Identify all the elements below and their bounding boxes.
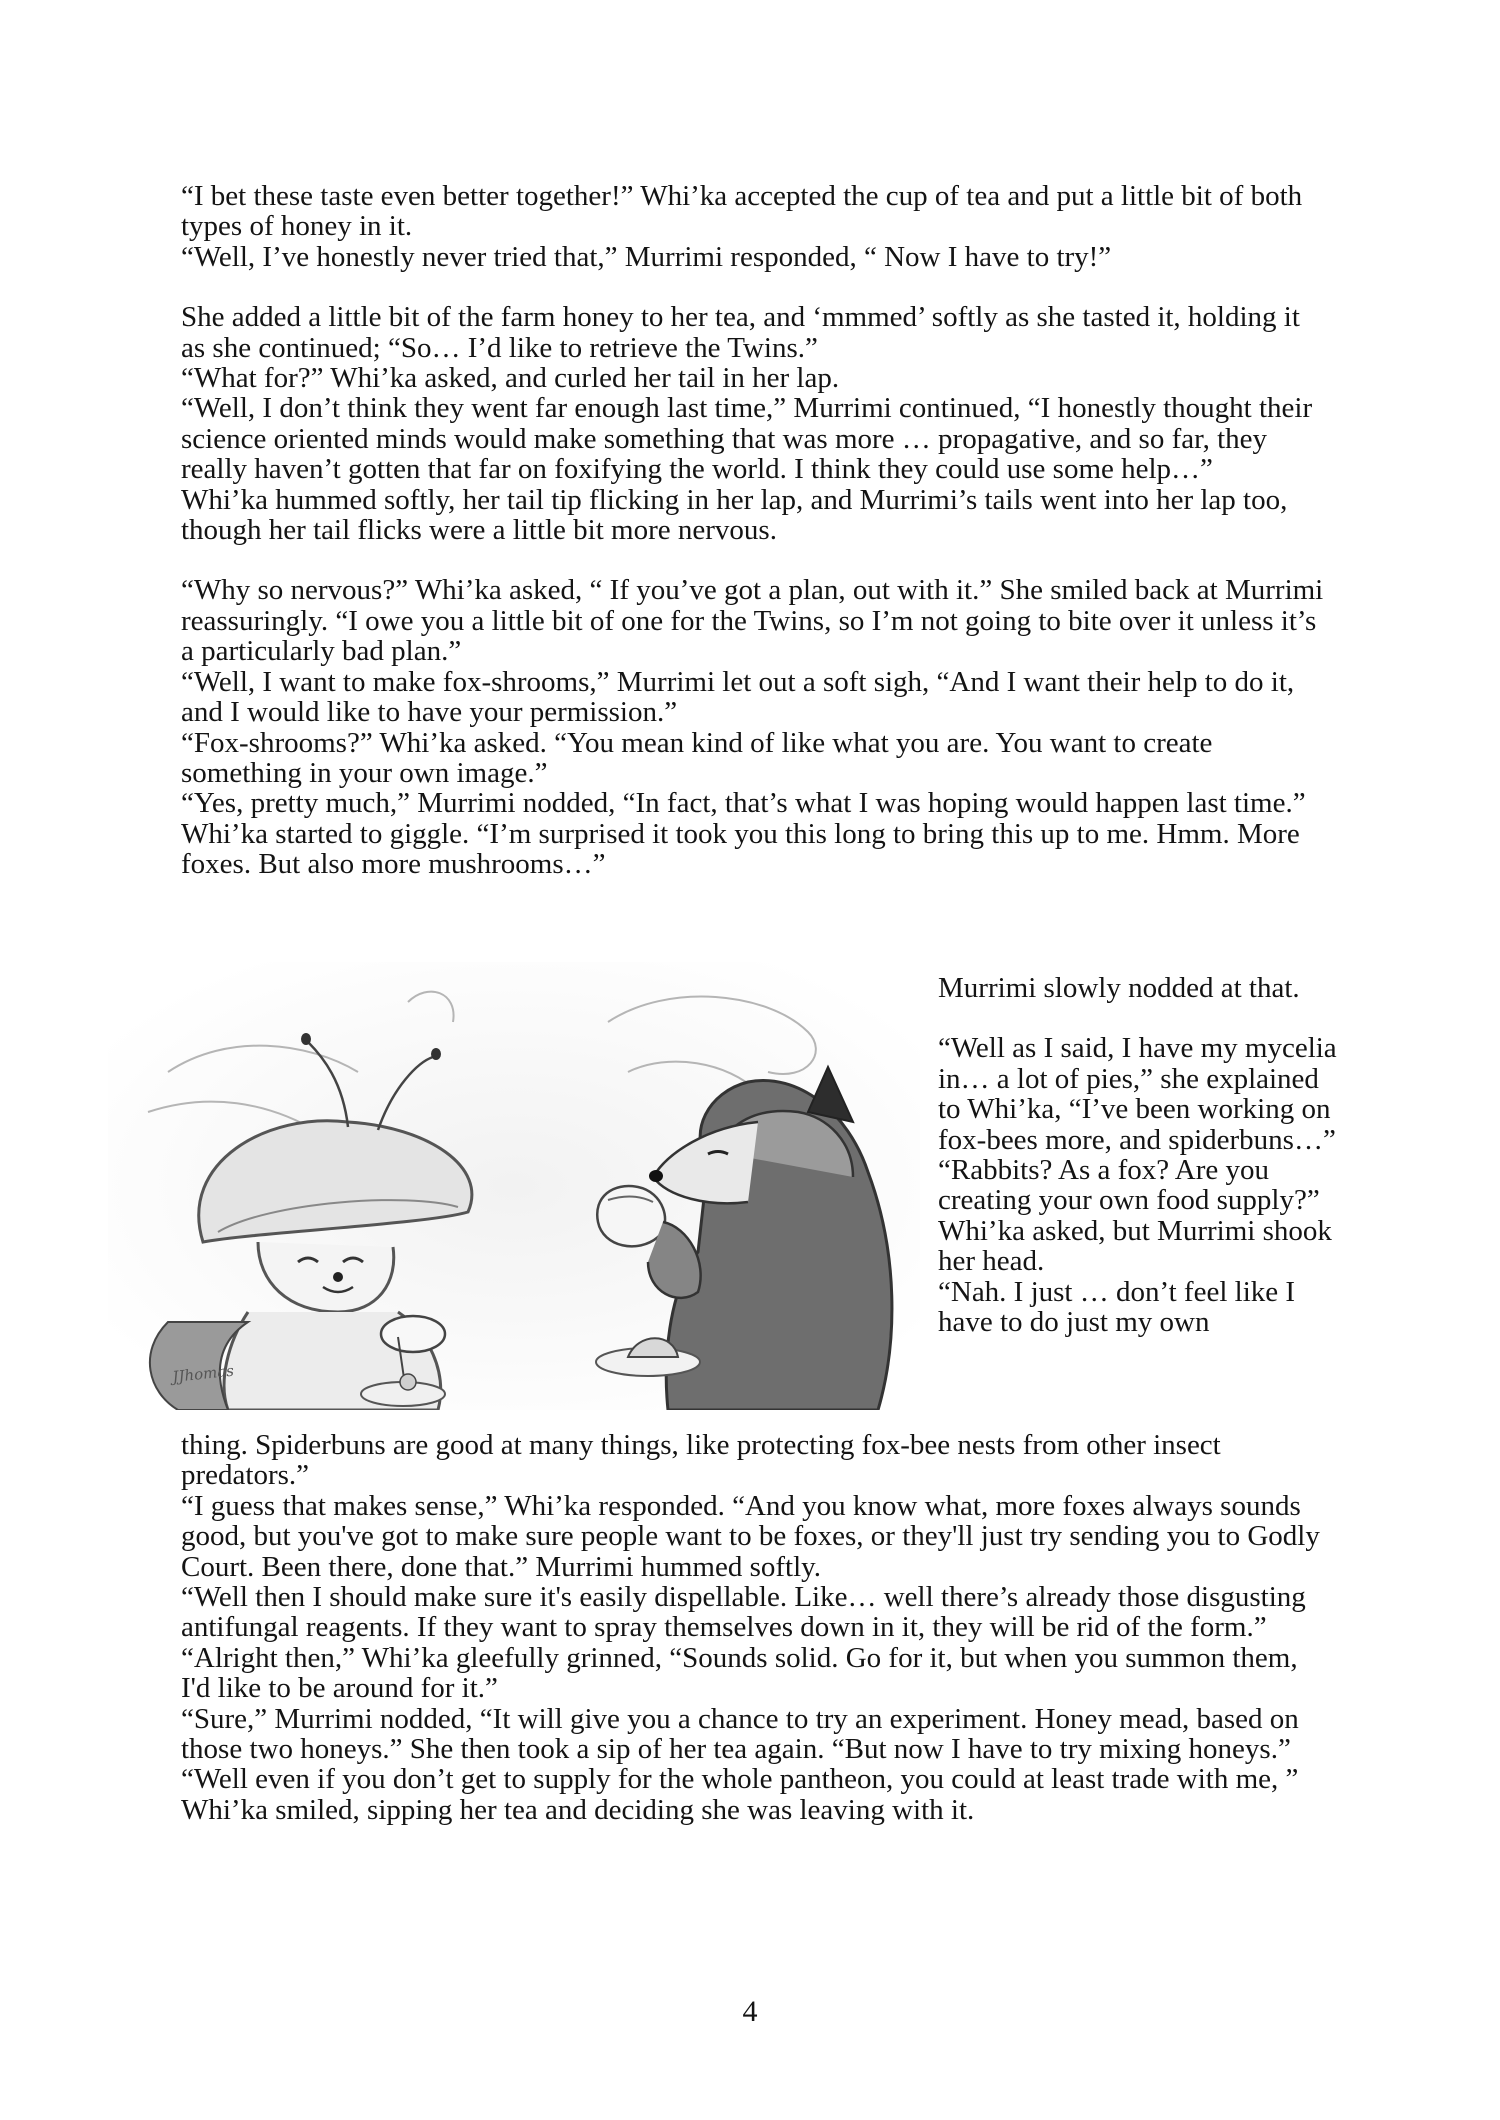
paragraph: “I bet these taste even better together!” Whi’ka accepted the cup of tea and put a little bit of both types of honey in it. bbox=[181, 180, 1303, 243]
paragraph: “What for?” Whi’ka asked, and curled her tail in her lap. bbox=[181, 362, 840, 395]
paragraph: thing. Spiderbuns are good at many things, like protecting fox-bee nests from other insect predators.” bbox=[181, 1429, 1221, 1492]
paragraph: She added a little bit of the farm honey to her tea, and ‘mmmed’ softly as she tasted it, holding it as she continued; “So… I’d like to retrieve the Twins.” bbox=[181, 301, 1300, 364]
paragraph: “Well, I don’t think they went far enough last time,” Murrimi continued, “I honestly thought their science oriented minds would make something that was more … propagative, and so far, they really haven’t gotten that far on foxifying the world. I think they could use some help…” bbox=[181, 392, 1313, 486]
page-number: 4 bbox=[742, 1995, 758, 2028]
paragraph: “Well even if you don’t get to supply for the whole pantheon, you could at least trade with me, ” Whi’ka smiled, sipping her tea and deciding she was leaving with it. bbox=[181, 1763, 1299, 1826]
story-text-side bbox=[938, 973, 1338, 1337]
paragraph: “Rabbits? As a fox? Are you creating your own food supply?” Whi’ka asked, but Murrimi shook her head. bbox=[938, 1154, 1332, 1278]
story-text-bottom bbox=[181, 1430, 1331, 1825]
paragraph: “Fox-shrooms?” Whi’ka asked. “You mean kind of like what you are. You want to create something in your own image.” bbox=[181, 726, 1213, 789]
paragraph: “Alright then,” Whi’ka gleefully grinned, “Sounds solid. Go for it, but when you summon them, I'd like to be around for it.” bbox=[181, 1641, 1298, 1705]
paragraph: “Well, I want to make fox-shrooms,” Murrimi let out a soft sigh, “And I want their help to do it, and I would like to have your permission.” bbox=[181, 665, 1295, 729]
paragraph: “Well, I’ve honestly never tried that,” Murrimi responded, “ Now I have to try!” bbox=[181, 240, 1112, 273]
paragraph: “Sure,” Murrimi nodded, “It will give you a chance to try an experiment. Honey mead, based on those two honeys.” She then took a sip of her tea again. “But now I have to try mixing honeys.” bbox=[181, 1702, 1299, 1766]
story-text-top bbox=[181, 181, 1331, 880]
paragraph: “Nah. I just … don’t feel like I have to do just my own bbox=[938, 1275, 1296, 1339]
paragraph: Whi’ka started to giggle. “I’m surprised it took you this long to bring this up to me. Hmm. More foxes. But also more mushrooms…” bbox=[181, 817, 1300, 881]
artist-signature: JJhomas bbox=[171, 1361, 235, 1386]
paragraph: “Yes, pretty much,” Murrimi nodded, “In fact, that’s what I was hoping would happen last time.” bbox=[181, 787, 1306, 820]
illustration-tea-party bbox=[108, 962, 920, 1410]
paragraph: “Well as I said, I have my mycelia in… a lot of pies,” she explained to Whi’ka, “I’ve been working on fox-bees more, and spiderbuns…” bbox=[938, 1032, 1337, 1156]
pencil-sketch-image bbox=[108, 962, 920, 1410]
paragraph: “Well then I should make sure it's easily dispellable. Like… well there’s already those disgusting antifungal reagents. If they want to spray themselves down in it, they will be rid of the form.” bbox=[181, 1581, 1306, 1644]
paragraph: “Why so nervous?” Whi’ka asked, “ If you’ve got a plan, out with it.” She smiled back at Murrimi reassuringly. “I owe you a little bit of one for the Twins, so I’m not going to bite over it unless it’s a particularly bad plan.” bbox=[181, 574, 1324, 668]
paragraph: “I guess that makes sense,” Whi’ka responded. “And you know what, more foxes always sounds good, but you've got to make sure people want to be foxes, or they'll just try sending you to Godly Court. Been there, done that.” Murrimi hummed softly. bbox=[181, 1489, 1320, 1583]
paragraph: Whi’ka hummed softly, her tail tip flicking in her lap, and Murrimi’s tails went into her lap too, though her tail flicks were a little bit more nervous. bbox=[181, 483, 1288, 547]
paragraph: Murrimi slowly nodded at that. bbox=[938, 972, 1300, 1004]
